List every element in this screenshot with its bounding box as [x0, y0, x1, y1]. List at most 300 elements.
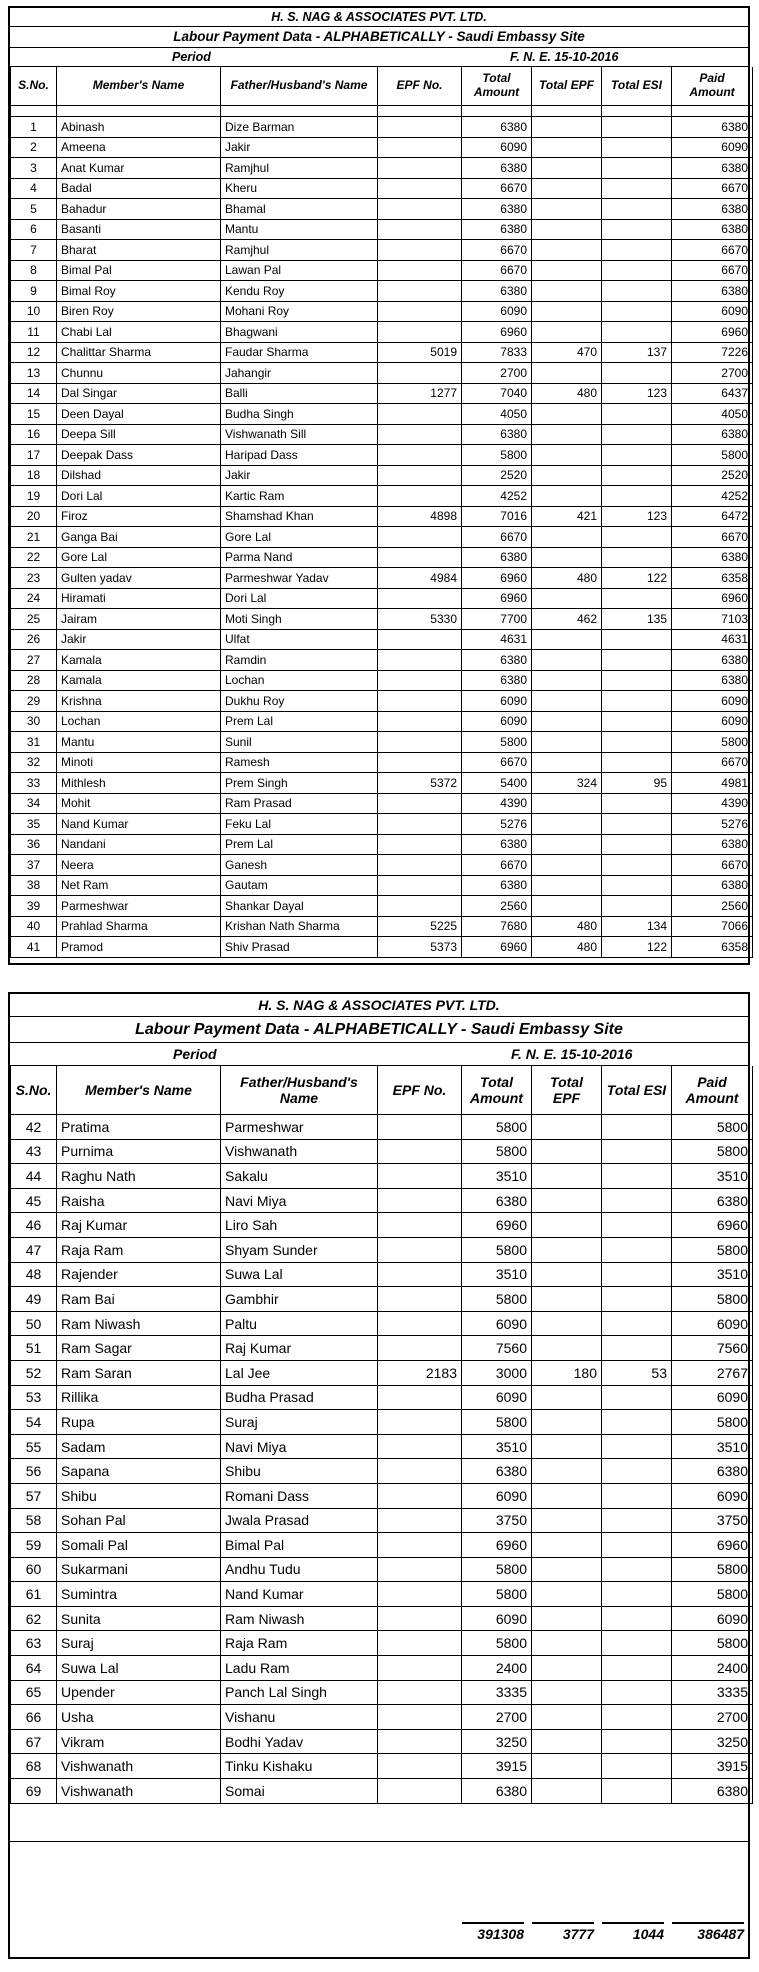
- cell-total-esi: [602, 465, 672, 486]
- cell-member-name: Gore Lal: [57, 547, 221, 568]
- cell-total-esi: [602, 732, 672, 753]
- cell-total-amount: 4390: [462, 793, 532, 814]
- cell-total-amount: 4631: [462, 629, 532, 650]
- cell-epf-no: [378, 1582, 462, 1607]
- cell-total-epf: [532, 260, 602, 281]
- cell-paid-amount: 6670: [672, 752, 753, 773]
- cell-paid-amount: 6380: [672, 219, 753, 240]
- cell-father-name: Ram Prasad: [221, 793, 378, 814]
- cell-member-name: Vikram: [57, 1729, 221, 1754]
- cell-total-esi: [602, 670, 672, 691]
- cell-total-esi: [602, 117, 672, 138]
- cell-sno: 54: [11, 1410, 57, 1435]
- cell-paid-amount: 2560: [672, 896, 753, 917]
- cell-total-amount: 2700: [462, 1705, 532, 1730]
- period-value: F. N. E. 15-10-2016: [510, 50, 619, 64]
- cell-member-name: Bahadur: [57, 199, 221, 220]
- table-row: [11, 1606, 753, 1631]
- company-name: H. S. NAG & ASSOCIATES PVT. LTD.: [10, 8, 748, 27]
- cell-paid-amount: 7066: [672, 916, 753, 937]
- table-row: [11, 486, 753, 507]
- cell-member-name: Deepa Sill: [57, 424, 221, 445]
- table-row: [11, 1434, 753, 1459]
- cell-member-name: Sapana: [57, 1459, 221, 1484]
- cell-epf-no: 4984: [378, 568, 462, 589]
- cell-father-name: Vishwanath Sill: [221, 424, 378, 445]
- cell-total-esi: [602, 1385, 672, 1410]
- cell-total-amount: 3510: [462, 1164, 532, 1189]
- cell-total-epf: [532, 547, 602, 568]
- cell-total-epf: [532, 691, 602, 712]
- cell-total-amount: 5800: [462, 1115, 532, 1140]
- cell-total-esi: [602, 240, 672, 261]
- company-name: H. S. NAG & ASSOCIATES PVT. LTD.: [10, 994, 748, 1017]
- cell-total-esi: [602, 199, 672, 220]
- cell-total-esi: [602, 1557, 672, 1582]
- cell-epf-no: [378, 1188, 462, 1213]
- col-sno-header: S.No.: [11, 1066, 57, 1115]
- table-row: [11, 670, 753, 691]
- cell-total-epf: [532, 1385, 602, 1410]
- cell-total-amount: 6380: [462, 650, 532, 671]
- cell-total-epf: [532, 834, 602, 855]
- cell-total-amount: 6380: [462, 117, 532, 138]
- cell-father-name: Ulfat: [221, 629, 378, 650]
- sheet-page-2: [8, 992, 750, 1959]
- table-row: [11, 547, 753, 568]
- cell-father-name: Shyam Sunder: [221, 1237, 378, 1262]
- cell-sno: 46: [11, 1213, 57, 1238]
- cell-member-name: Jakir: [57, 629, 221, 650]
- cell-epf-no: [378, 1410, 462, 1435]
- cell-father-name: Gore Lal: [221, 527, 378, 548]
- cell-epf-no: [378, 896, 462, 917]
- cell-sno: 27: [11, 650, 57, 671]
- cell-total-amount: 7560: [462, 1336, 532, 1361]
- table-row: [11, 1582, 753, 1607]
- cell-paid-amount: 4050: [672, 404, 753, 425]
- cell-paid-amount: 6380: [672, 1779, 753, 1804]
- cell-total-esi: [602, 814, 672, 835]
- table-row: [11, 609, 753, 630]
- table-body: [11, 106, 753, 958]
- cell-total-amount: 3000: [462, 1360, 532, 1385]
- cell-member-name: Bimal Pal: [57, 260, 221, 281]
- cell-total-epf: 421: [532, 506, 602, 527]
- cell-total-epf: [532, 1287, 602, 1312]
- cell-total-esi: [602, 1508, 672, 1533]
- table-row: [11, 137, 753, 158]
- cell-epf-no: 5373: [378, 937, 462, 958]
- col-total-esi-header: Total ESI: [602, 67, 672, 106]
- cell-member-name: Suwa Lal: [57, 1656, 221, 1681]
- cell-total-esi: 137: [602, 342, 672, 363]
- cell-paid-amount: 5800: [672, 1631, 753, 1656]
- payment-table: [10, 67, 753, 958]
- table-row: [11, 383, 753, 404]
- cell-father-name: Jwala Prasad: [221, 1508, 378, 1533]
- cell-father-name: Dukhu Roy: [221, 691, 378, 712]
- cell-epf-no: [378, 588, 462, 609]
- cell-epf-no: [378, 752, 462, 773]
- table-row: [11, 1115, 753, 1140]
- col-total-amount-header: Total Amount: [462, 1066, 532, 1115]
- table-row: [11, 178, 753, 199]
- cell-epf-no: [378, 875, 462, 896]
- cell-total-epf: [532, 281, 602, 302]
- cell-total-esi: [602, 1311, 672, 1336]
- col-member-name-header: Member's Name: [57, 67, 221, 106]
- cell-total-amount: 5276: [462, 814, 532, 835]
- period-label: Period: [172, 50, 211, 64]
- cell-total-epf: [532, 178, 602, 199]
- cell-paid-amount: 6090: [672, 1311, 753, 1336]
- period-label: Period: [173, 1046, 217, 1062]
- cell-father-name: Kendu Roy: [221, 281, 378, 302]
- cell-sno: 67: [11, 1729, 57, 1754]
- cell-member-name: Sohan Pal: [57, 1508, 221, 1533]
- cell-total-esi: [602, 547, 672, 568]
- cell-member-name: Raisha: [57, 1188, 221, 1213]
- cell-total-epf: [532, 486, 602, 507]
- table-row: [11, 281, 753, 302]
- cell-father-name: Sunil: [221, 732, 378, 753]
- cell-epf-no: 1277: [378, 383, 462, 404]
- cell-paid-amount: 3250: [672, 1729, 753, 1754]
- col-father-name-header: Father/Husband's Name: [221, 1066, 378, 1115]
- table-header-row: [11, 67, 753, 106]
- cell-total-epf: [532, 240, 602, 261]
- cell-total-esi: 122: [602, 568, 672, 589]
- cell-total-amount: 6090: [462, 137, 532, 158]
- cell-father-name: Ramjhul: [221, 158, 378, 179]
- cell-total-epf: [532, 404, 602, 425]
- cell-epf-no: [378, 1139, 462, 1164]
- cell-father-name: Nand Kumar: [221, 1582, 378, 1607]
- cell-father-name: Parma Nand: [221, 547, 378, 568]
- cell-total-esi: [602, 1459, 672, 1484]
- cell-total-esi: [602, 322, 672, 343]
- cell-total-amount: 6960: [462, 1213, 532, 1238]
- table-body: [11, 1115, 753, 1804]
- cell-father-name: Shibu: [221, 1459, 378, 1484]
- cell-total-esi: [602, 1336, 672, 1361]
- table-row: [11, 1237, 753, 1262]
- cell-paid-amount: 4631: [672, 629, 753, 650]
- cell-epf-no: 5225: [378, 916, 462, 937]
- cell-member-name: Dori Lal: [57, 486, 221, 507]
- cell-total-esi: [602, 1680, 672, 1705]
- cell-total-esi: [602, 527, 672, 548]
- cell-father-name: Haripad Dass: [221, 445, 378, 466]
- cell-member-name: Anat Kumar: [57, 158, 221, 179]
- cell-father-name: Vishanu: [221, 1705, 378, 1730]
- cell-total-epf: [532, 137, 602, 158]
- cell-paid-amount: 6960: [672, 1533, 753, 1558]
- table-row: [11, 1385, 753, 1410]
- cell-father-name: Gambhir: [221, 1287, 378, 1312]
- table-row: [11, 240, 753, 261]
- cell-total-epf: [532, 752, 602, 773]
- table-row: [11, 465, 753, 486]
- cell-total-amount: 6380: [462, 158, 532, 179]
- period-row: [10, 48, 748, 67]
- cell-member-name: Raja Ram: [57, 1237, 221, 1262]
- cell-sno: 6: [11, 219, 57, 240]
- cell-total-esi: [602, 1262, 672, 1287]
- cell-epf-no: [378, 1287, 462, 1312]
- table-row: [11, 711, 753, 732]
- cell-member-name: Abinash: [57, 117, 221, 138]
- cell-paid-amount: 5800: [672, 1582, 753, 1607]
- cell-sno: 15: [11, 404, 57, 425]
- cell-member-name: Somali Pal: [57, 1533, 221, 1558]
- cell-total-esi: [602, 1410, 672, 1435]
- cell-father-name: Jakir: [221, 137, 378, 158]
- cell-sno: 69: [11, 1779, 57, 1804]
- cell-member-name: Pratima: [57, 1115, 221, 1140]
- cell-member-name: Minoti: [57, 752, 221, 773]
- cell-total-amount: 6380: [462, 219, 532, 240]
- cell-paid-amount: 6090: [672, 691, 753, 712]
- cell-sno: 42: [11, 1115, 57, 1140]
- cell-sno: 57: [11, 1483, 57, 1508]
- cell-paid-amount: 5800: [672, 732, 753, 753]
- cell-father-name: Ramesh: [221, 752, 378, 773]
- cell-epf-no: [378, 404, 462, 425]
- cell-father-name: Romani Dass: [221, 1483, 378, 1508]
- cell-sno: 68: [11, 1754, 57, 1779]
- cell-total-amount: 7833: [462, 342, 532, 363]
- cell-member-name: Rupa: [57, 1410, 221, 1435]
- table-row: [11, 1164, 753, 1189]
- cell-total-epf: [532, 1483, 602, 1508]
- cell-epf-no: [378, 1705, 462, 1730]
- cell-sno: 45: [11, 1188, 57, 1213]
- cell-total-esi: [602, 445, 672, 466]
- cell-epf-no: [378, 711, 462, 732]
- cell-member-name: Prahlad Sharma: [57, 916, 221, 937]
- cell-total-epf: 480: [532, 383, 602, 404]
- cell-member-name: Sumintra: [57, 1582, 221, 1607]
- table-row: [11, 875, 753, 896]
- cell-sno: 12: [11, 342, 57, 363]
- cell-epf-no: [378, 1336, 462, 1361]
- cell-epf-no: 5019: [378, 342, 462, 363]
- cell-member-name: Rajender: [57, 1262, 221, 1287]
- table-row: [11, 506, 753, 527]
- cell-total-esi: [602, 629, 672, 650]
- cell-total-esi: [602, 793, 672, 814]
- cell-total-amount: 6670: [462, 178, 532, 199]
- cell-total-amount: 7680: [462, 916, 532, 937]
- cell-sno: 33: [11, 773, 57, 794]
- cell-member-name: Usha: [57, 1705, 221, 1730]
- report-title: Labour Payment Data - ALPHABETICALLY - Saudi Embassy Site: [10, 27, 748, 48]
- cell-father-name: Faudar Sharma: [221, 342, 378, 363]
- cell-paid-amount: 4981: [672, 773, 753, 794]
- cell-total-epf: [532, 896, 602, 917]
- cell-epf-no: [378, 1754, 462, 1779]
- table-row: [11, 1360, 753, 1385]
- cell-epf-no: [378, 445, 462, 466]
- cell-father-name: Jahangir: [221, 363, 378, 384]
- cell-father-name: Budha Prasad: [221, 1385, 378, 1410]
- cell-total-esi: [602, 424, 672, 445]
- cell-total-epf: [532, 1680, 602, 1705]
- cell-paid-amount: 6670: [672, 178, 753, 199]
- cell-total-amount: 6960: [462, 1533, 532, 1558]
- cell-sno: 66: [11, 1705, 57, 1730]
- table-header-row: [11, 1066, 753, 1115]
- cell-paid-amount: 6960: [672, 322, 753, 343]
- table-row: [11, 363, 753, 384]
- cell-total-amount: 6960: [462, 322, 532, 343]
- cell-member-name: Ram Sagar: [57, 1336, 221, 1361]
- table-row: [11, 1754, 753, 1779]
- cell-total-amount: 5800: [462, 445, 532, 466]
- cell-total-epf: [532, 117, 602, 138]
- cell-epf-no: 5330: [378, 609, 462, 630]
- cell-total-epf: [532, 219, 602, 240]
- cell-paid-amount: 2400: [672, 1656, 753, 1681]
- cell-father-name: Shankar Dayal: [221, 896, 378, 917]
- cell-sno: 22: [11, 547, 57, 568]
- cell-total-epf: [532, 363, 602, 384]
- cell-epf-no: [378, 486, 462, 507]
- cell-total-epf: 480: [532, 568, 602, 589]
- cell-epf-no: [378, 1606, 462, 1631]
- cell-father-name: Bodhi Yadav: [221, 1729, 378, 1754]
- cell-paid-amount: 5800: [672, 1237, 753, 1262]
- cell-total-epf: [532, 1779, 602, 1804]
- cell-father-name: Bhamal: [221, 199, 378, 220]
- cell-epf-no: [378, 219, 462, 240]
- cell-total-amount: 5800: [462, 1631, 532, 1656]
- cell-total-epf: [532, 322, 602, 343]
- table-row: [11, 1262, 753, 1287]
- cell-total-esi: 123: [602, 506, 672, 527]
- table-row: [11, 916, 753, 937]
- cell-member-name: Ganga Bai: [57, 527, 221, 548]
- cell-epf-no: [378, 363, 462, 384]
- table-row: [11, 732, 753, 753]
- cell-epf-no: [378, 650, 462, 671]
- cell-sno: 23: [11, 568, 57, 589]
- cell-total-amount: 5800: [462, 1582, 532, 1607]
- cell-paid-amount: 6380: [672, 281, 753, 302]
- cell-total-esi: 134: [602, 916, 672, 937]
- cell-paid-amount: 6380: [672, 1188, 753, 1213]
- cell-paid-amount: 6670: [672, 527, 753, 548]
- table-row: [11, 1729, 753, 1754]
- cell-total-esi: [602, 1606, 672, 1631]
- cell-member-name: Rillika: [57, 1385, 221, 1410]
- cell-sno: 58: [11, 1508, 57, 1533]
- cell-paid-amount: 4252: [672, 486, 753, 507]
- cell-father-name: Andhu Tudu: [221, 1557, 378, 1582]
- cell-paid-amount: 6358: [672, 937, 753, 958]
- cell-total-esi: [602, 260, 672, 281]
- table-row: [11, 1533, 753, 1558]
- cell-member-name: Shibu: [57, 1483, 221, 1508]
- cell-paid-amount: 3510: [672, 1434, 753, 1459]
- table-row: [11, 219, 753, 240]
- cell-total-epf: [532, 1213, 602, 1238]
- cell-total-esi: [602, 691, 672, 712]
- table-row: [11, 322, 753, 343]
- spacer-row: [11, 106, 753, 117]
- table-row: [11, 117, 753, 138]
- cell-total-epf: [532, 1631, 602, 1656]
- cell-father-name: Mohani Roy: [221, 301, 378, 322]
- table-row: [11, 1336, 753, 1361]
- cell-paid-amount: 6090: [672, 711, 753, 732]
- cell-total-epf: [532, 527, 602, 548]
- cell-total-esi: [602, 404, 672, 425]
- cell-sno: 24: [11, 588, 57, 609]
- cell-total-epf: [532, 424, 602, 445]
- cell-total-amount: 3250: [462, 1729, 532, 1754]
- cell-sno: 16: [11, 424, 57, 445]
- cell-father-name: Liro Sah: [221, 1213, 378, 1238]
- cell-member-name: Nandani: [57, 834, 221, 855]
- cell-father-name: Mantu: [221, 219, 378, 240]
- cell-member-name: Kamala: [57, 670, 221, 691]
- cell-total-amount: 6380: [462, 875, 532, 896]
- cell-total-epf: [532, 1237, 602, 1262]
- cell-paid-amount: 5800: [672, 445, 753, 466]
- cell-epf-no: [378, 547, 462, 568]
- cell-total-amount: 2520: [462, 465, 532, 486]
- cell-total-epf: [532, 1557, 602, 1582]
- table-row: [11, 1656, 753, 1681]
- cell-sno: 20: [11, 506, 57, 527]
- cell-total-epf: [532, 588, 602, 609]
- cell-sno: 63: [11, 1631, 57, 1656]
- cell-sno: 9: [11, 281, 57, 302]
- cell-total-esi: [602, 1213, 672, 1238]
- cell-paid-amount: 6380: [672, 875, 753, 896]
- cell-sno: 10: [11, 301, 57, 322]
- cell-father-name: Vishwanath: [221, 1139, 378, 1164]
- cell-total-esi: [602, 1729, 672, 1754]
- cell-total-amount: 6380: [462, 281, 532, 302]
- cell-epf-no: [378, 178, 462, 199]
- cell-paid-amount: 6670: [672, 260, 753, 281]
- cell-father-name: Kartic Ram: [221, 486, 378, 507]
- table-row: [11, 260, 753, 281]
- cell-member-name: Mithlesh: [57, 773, 221, 794]
- cell-paid-amount: 3915: [672, 1754, 753, 1779]
- col-sno-header: S.No.: [11, 67, 57, 106]
- cell-paid-amount: 6380: [672, 117, 753, 138]
- cell-sno: 37: [11, 855, 57, 876]
- table-row: [11, 1631, 753, 1656]
- cell-paid-amount: 3510: [672, 1262, 753, 1287]
- cell-epf-no: [378, 1483, 462, 1508]
- cell-total-esi: 53: [602, 1360, 672, 1385]
- cell-sno: 39: [11, 896, 57, 917]
- cell-father-name: Ram Niwash: [221, 1606, 378, 1631]
- table-row: [11, 1483, 753, 1508]
- cell-total-epf: [532, 465, 602, 486]
- cell-paid-amount: 6670: [672, 240, 753, 261]
- cell-sno: 7: [11, 240, 57, 261]
- cell-total-esi: [602, 301, 672, 322]
- cell-epf-no: [378, 260, 462, 281]
- cell-epf-no: [378, 793, 462, 814]
